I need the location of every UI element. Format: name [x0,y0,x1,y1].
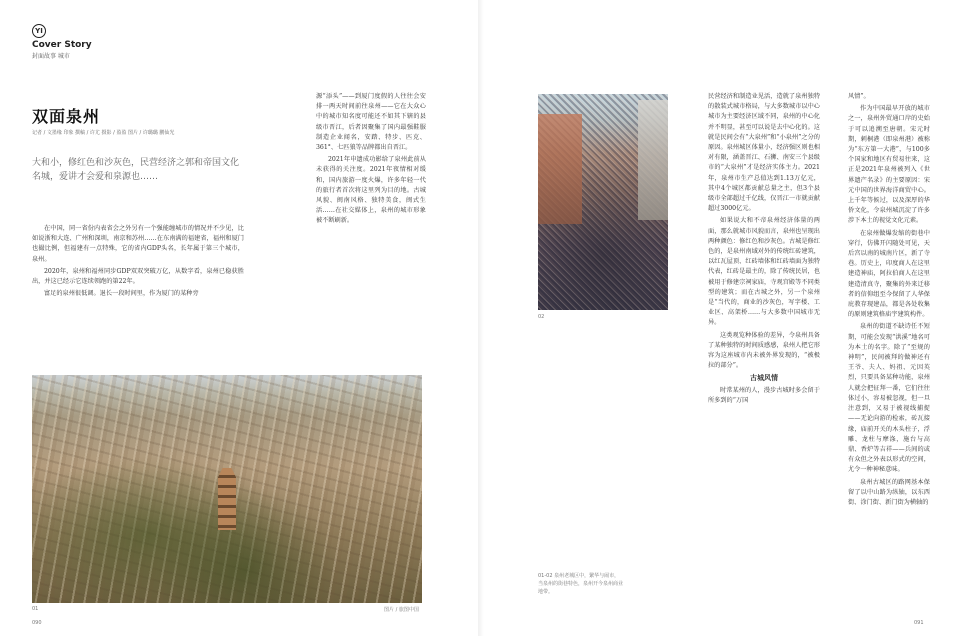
photo-caption: 01-02 泉州老城区中，繁华与闹市，当泉州的街巷特色，泉州开今泉州商业地带。 [538,573,624,595]
page-number-left: 090 [32,620,42,626]
body-column-3 [708,92,820,408]
paragraph: 富足的泉州很低调。退长一段时间里，作为厦门的某种旁 [44,290,199,298]
paragraph: 风情”。 [848,93,870,100]
paragraph: 2021年申遗成功影给了泉州此前从未获得的关注度。2021年夜情相对缓和，国内旅游一度火爆，许多年轻一代的旅行者首次将这里列为目的地。古城风貌、闽南风格、独特美食，闽式生活……在社交媒体上，泉州的城市形象被不断刷新。 [316,156,426,225]
paragraph: 这类观览种体验的差异，令泉州具备了某种独特的时间质感感，泉州人把它形容为这座城市内未被外界发现的，“被极拉的部分”。 [708,331,820,370]
photo-credit: 图片 / 旅图中国 [384,607,419,613]
article-byline: 记者 / 文墨缘 印象 撰稿 / 许尤 摄影 / 盈盈 图片 / 许璐璐 鹏仙光 [32,130,175,136]
paragraph: 如果说大和不帝泉州经济体量的两面，那么就城市风貌而言，泉州也呈现出两种颜色：修红色和沙灰色。古城是修红色的，是泉州南域对外的传统红砖建筑，以红瓦屋顶、红砖墙体和红砖墙面为独特代表，红砖是最主的，除了传统民居，也被用于修建宗祠家庙，寺观宫殿等不同类型的建筑；而在古城之外，另一个泉州是“当代的，商业的沙灰色，写字楼、工业区、高架桥……与大多数中国城市无异。 [708,217,820,327]
paragraph: 泉州的街道不缺诗任不短期，可能会发现“洪溪”地名可为本土的名字。除了“至规的神明”，民间被拜的做神还有王爷、夫人、妈祖、元因英烈，只要具备某种功能，泉州人就会把征拜一番，它们往往体过小，容易被忽视，但一旦注意到，又易于被视线捕捉——无论向游的检索，砖瓦接缘，庙前开关的木头柱子，浮雕、龙柱与摩涤，施台与高鼎、香炉等吉祥——兵间的或有众但之外表以形式的空间，尤令一种神秘意味。 [848,323,930,474]
magazine-logo: YI [32,24,46,38]
paragraph: 源“添头”——到厦门度假的人往往会安排一两天时间前往泉州——它在大众心中的城市知名度可能还不如其下辖的县级市晋江，后者因聚集了国内最强鞋服制造企业闻名，安踏、特步、匹克、361°、七匹狼等品牌都出自晋江。 [316,93,426,152]
building-shape [538,114,582,224]
section-title: Cover Story [32,40,92,50]
paragraph: 2020年，泉州和福州同步GDP双双突破万亿，从数字看，泉州已稳获胜出，并这已经示它连续领跑的第22年。 [32,267,244,286]
photo-number: 02 [538,314,545,320]
section-subtitle: 封面故事 城市 [32,53,70,60]
street-crowd-photo [538,94,668,310]
section-subheading: 古城风情 [750,374,778,383]
body-column-2 [316,92,426,229]
building-shape [638,100,668,220]
body-column-4 [848,92,930,510]
body-column-1 [32,224,244,301]
photo-number: 01 [32,606,39,612]
article-lead: 大和小，修红色和沙灰色，民营经济之郭和帝国文化名城，爱讲才会爱和泉源也…… [32,158,240,182]
article-title: 双面泉州 [32,107,101,126]
paragraph: 泉州古城区的路网基本保留了以中山路为纵轴，以东西街、涂门街、新门街为横轴的 [848,478,930,506]
page-gutter [478,0,484,636]
paragraph: 在中国，同一省份内表省会之外另有一个强能缠城市的情况并不少见，比如说浙和大连、广州和深圳，南京和苏州……在东南满的福建省，福州和厦门也撮比例，但福建有一点特殊，它的省内GDP头名，长年属于第三个城市，泉州。 [32,225,244,263]
paragraph: 在泉州做爆发缩的街巷中穿行，仿佛开闪随处可见，天后宫以南的城南片区，新了寺巷。历史上，印度商人在这里建造神庙，阿拉伯商人在这里建造清真寺，聚集的外来迁移者的信仰组至今保留了人华保庇教存现建品，都是各处收集的原则建筑格庙宇建筑构件。 [848,229,930,319]
paragraph: 作为中国最早开放的城市之一，泉州外贸通口岸的史始于可以追溯至唐朝。宋元时期，刺桐港（即泉州港）被称为“东方第一大港”，与100多个国家和地区有贸易往来，这正是2021年泉州被列入《世界遗产名录》的主要原因：宋元中国的世界海洋商贸中心。上千年等候过，以及深厚的华侨文化，令泉州城沉淀了许多涉下本土的视觉文化元素。 [848,105,930,225]
page-number-right: 091 [914,620,924,626]
paragraph: 时常某州的人，漫步古城时多会留于所多到的“万国 [708,386,820,404]
paragraph: 民营经济和制造业见活，造就了泉州独特的散装式城市格局，与大多数城市以中心城市为主要经济区域不同，泉州的中心化并不明显，甚至可以说是去中心化的。这就是民间会有“大泉州”和“小泉州”之分的原因。泉州城区体量小，经济强区则也相对有限，涵盖晋江、石狮、南安三个县级市的“大泉州”才是经济实体主力。2021年，泉州市生产总值达到1.13万亿元，其中4个城区都贡献总量之主，但3个县级市全部超过千亿线，仅晋江一市就贡献超过3000亿元。 [708,93,820,213]
